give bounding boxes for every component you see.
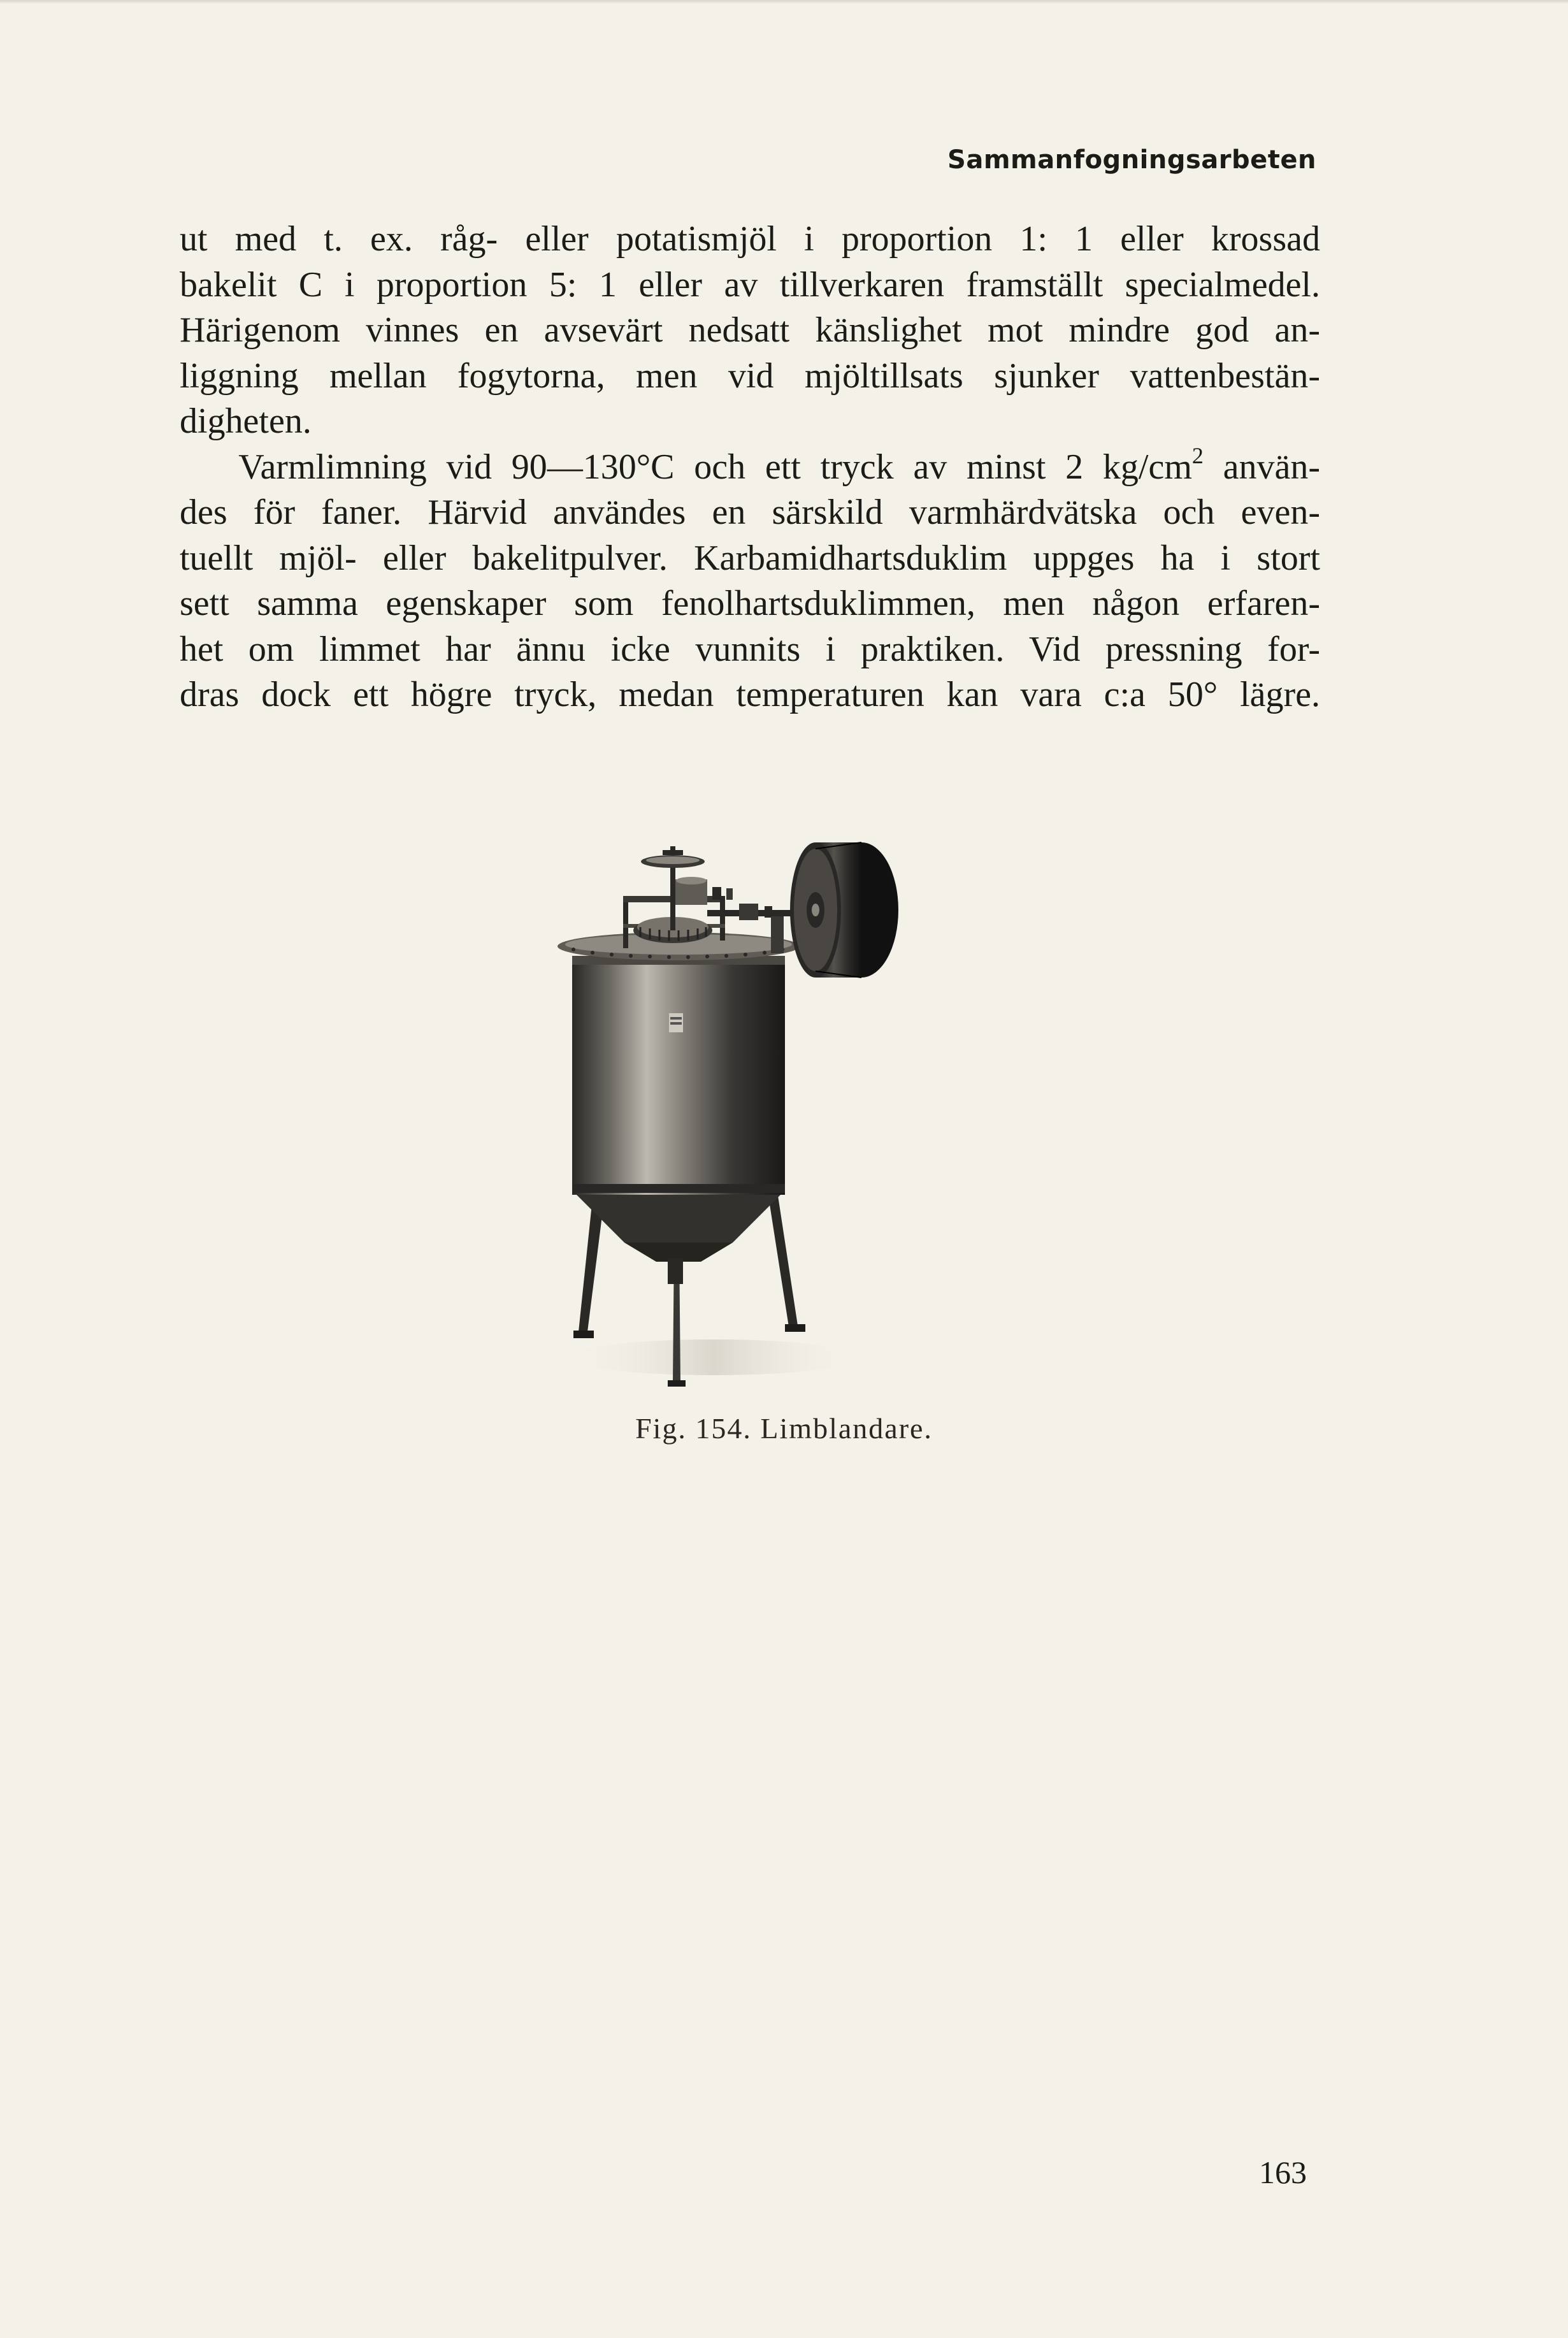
page-number: 163 — [1259, 2154, 1307, 2190]
text-line: sett samma egenskaper som fenolhartsduklimmen, men någon erfaren- — [180, 584, 1320, 623]
text-line: liggning mellan fogytorna, men vid mjöltillsats sjunker vattenbestän- — [180, 356, 1320, 396]
text-fragment: använ- — [1203, 447, 1321, 487]
page-edge — [0, 0, 1568, 4]
text-line: tuellt mjöl- eller bakelitpulver. Karbamidhartsduklim uppges ha i stort — [180, 538, 1320, 578]
text-line: het om limmet har ännu icke vunnits i praktiken. Vid pressning for- — [180, 629, 1320, 669]
text-line: des för faner. Härvid användes en särskild varmhärdvätska och even- — [180, 493, 1320, 532]
text-line: dras dock ett högre tryck, medan temperaturen kan vara c:a 50° lägre. — [180, 675, 1320, 714]
running-title: Sammanfogningsarbeten — [947, 145, 1316, 175]
text-line: Härigenom vinnes en avsevärt nedsatt känslighet mot mindre god an- — [180, 310, 1320, 350]
glue-mixer-illustration — [548, 835, 905, 1408]
text-fragment: Varmlimning vid 90—130°C och ett tryck av minst 2 kg/cm — [238, 447, 1192, 487]
text-line: bakelit C i proportion 5: 1 eller av tillverkaren framställt specialmedel. — [180, 264, 1320, 305]
text-line: ut med t. ex. råg- eller potatismjöl i proportion 1: 1 eller krossad — [180, 219, 1320, 259]
figure-caption: Fig. 154. Limblandare. — [635, 1412, 933, 1445]
body-text — [180, 217, 1320, 718]
text-line — [180, 442, 1321, 491]
text-line: digheten. — [180, 401, 312, 441]
superscript: 2 — [1191, 442, 1204, 468]
